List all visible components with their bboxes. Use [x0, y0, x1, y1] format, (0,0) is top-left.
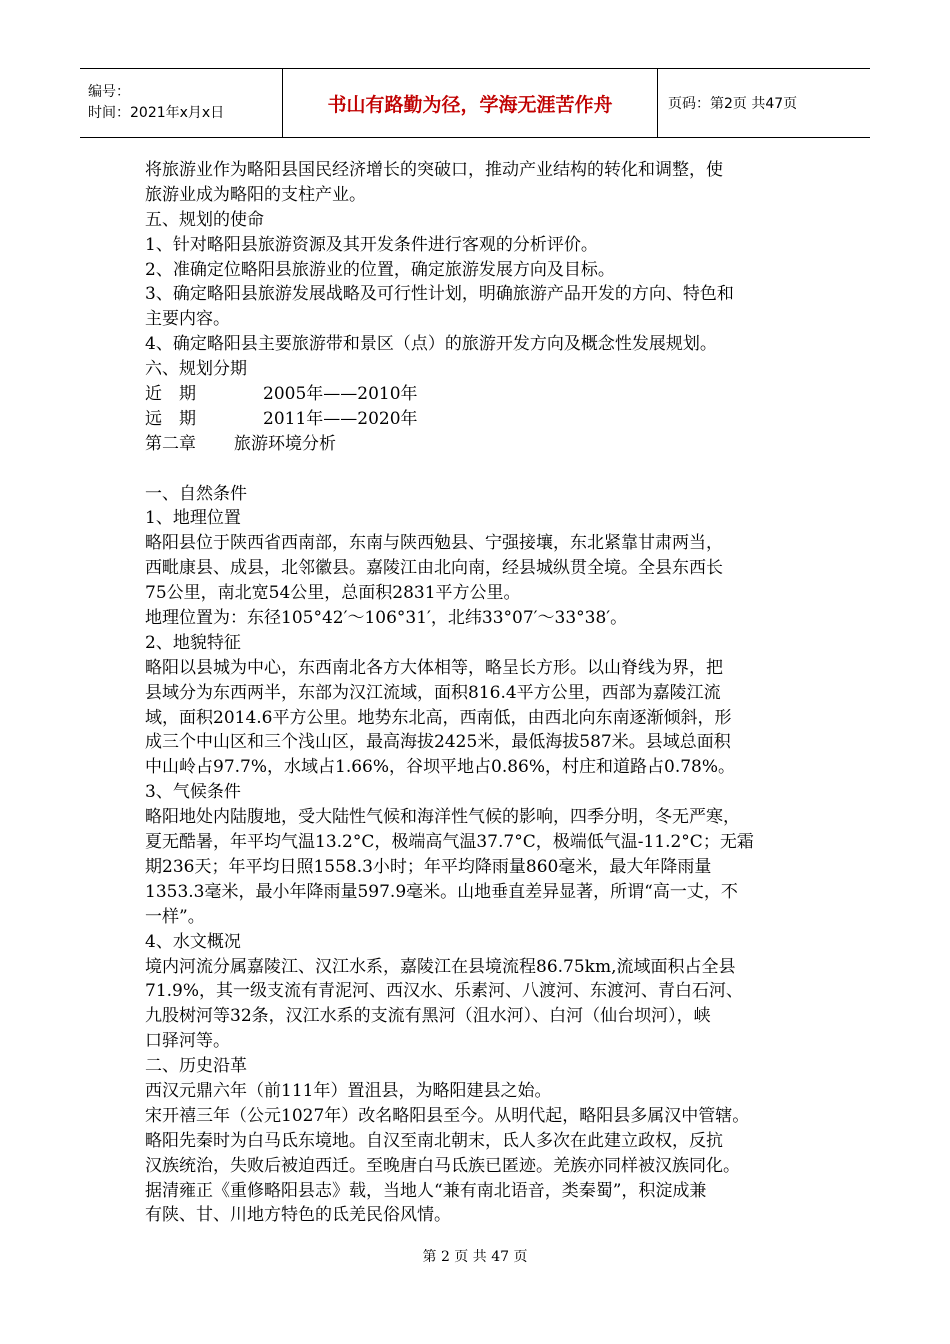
period-range: 2011年——2020年: [263, 408, 418, 429]
body-line: 略阳县位于陕西省西南部，东南与陕西勉县、宁强接壤，东北紧靠甘肃两当，: [145, 533, 723, 554]
page-footer: [0, 1246, 950, 1266]
header-page-cell: [658, 69, 870, 137]
body-line: 略阳地处内陆腹地，受大陆性气候和海洋性气候的影响，四季分明，冬无严寒，: [145, 807, 740, 828]
body-line: 旅游业成为略阳的支柱产业。: [145, 184, 366, 205]
chapter-number: 第二章: [145, 433, 196, 454]
blank-line: [145, 457, 815, 482]
subsection-heading: 4、水文概况: [145, 931, 241, 952]
body-line: 71.9%，其一级支流有青泥河、西汉水、乐素河、八渡河、东渡河、青白石河、: [145, 981, 744, 1002]
subsection-heading: 1、地理位置: [145, 508, 241, 529]
body-line: 域，面积2014.6平方公里。地势东北高，西南低，由西北向东南逐渐倾斜，形: [145, 707, 732, 728]
body-line: 九股树河等32条，汉江水系的支流有黑河（沮水河）、白河（仙台坝河），峡: [145, 1006, 711, 1027]
body-line: 2、准确定位略阳县旅游业的位置，确定旅游发展方向及目标。: [145, 259, 615, 280]
subsection-heading: 2、地貌特征: [145, 632, 241, 653]
document-header: [80, 68, 870, 138]
body-line: 主要内容。: [145, 309, 230, 330]
body-line: 汉族统治，失败后被迫西迁。至晚唐白马氐族已匿迹。羌族亦同样被汉族同化。: [145, 1155, 740, 1176]
header-meta-cell: [80, 69, 283, 137]
chapter-title: 旅游环境分析: [234, 433, 336, 454]
section-heading: 六、规划分期: [145, 359, 247, 380]
section-heading: 五、规划的使命: [145, 209, 264, 230]
period-range: 2005年——2010年: [263, 384, 418, 405]
body-line: 将旅游业作为略阳县国民经济增长的突破口，推动产业结构的转化和调整，使: [145, 160, 723, 180]
body-line: 夏无酷暑，年平均气温13.2°C，极端高气温37.7°C，极端低气温-11.2°C；无霜: [145, 832, 754, 853]
period-row: [145, 407, 815, 432]
body-line: 成三个中山区和三个浅山区，最高海拔2425米，最低海拔587米。县域总面积: [145, 732, 731, 753]
period-label: 近 期: [145, 384, 196, 405]
body-line: 县域分为东西两半，东部为汉江流域，面积816.4平方公里，西部为嘉陵江流: [145, 682, 721, 703]
body-line: 口驿河等。: [145, 1031, 230, 1052]
subsection-heading: 3、气候条件: [145, 782, 241, 803]
header-number-label: 编号：: [88, 84, 130, 100]
body-line: 据清雍正《重修略阳县志》载，当地人“兼有南北语音，类秦蜀”，积淀成兼: [145, 1180, 707, 1201]
header-motto: 书山有路勤为径，学海无涯苦作舟: [327, 93, 613, 116]
body-line: 一样”。: [145, 906, 205, 927]
body-line: 地理位置为：东径105°42′～106°31′，北纬33°07′～33°38′。: [145, 608, 628, 629]
period-label: 远 期: [145, 408, 196, 429]
body-line: 中山岭占97.7%，水域占1.66%，谷坝平地占0.86%，村庄和道路占0.78%。: [145, 757, 736, 778]
body-line: 期236天；年平均日照1558.3小时；年平均降雨量860毫米，最大年降雨量: [145, 856, 712, 877]
section-heading: 一、自然条件: [145, 483, 247, 504]
body-line: 西毗康县、成县，北邻徽县。嘉陵江由北向南，经县城纵贯全境。全县东西长: [145, 558, 723, 579]
chapter-heading: [145, 432, 815, 457]
body-line: 宋开禧三年（公元1027年）改名略阳县至今。从明代起，略阳县多属汉中管辖。: [145, 1105, 750, 1126]
header-page-info: 页码：第2页 共47页: [668, 96, 798, 112]
footer-page-number: 第 2 页 共 47 页: [422, 1249, 528, 1265]
body-line: 有陕、甘、川地方特色的氐羌民俗风情。: [145, 1205, 451, 1226]
body-line: 3、确定略阳县旅游发展战略及可行性计划，明确旅游产品开发的方向、特色和: [145, 284, 734, 305]
header-time-label: 时间：2021年x月x日: [88, 105, 225, 121]
body-line: 75公里，南北宽54公里，总面积2831平方公里。: [145, 583, 521, 604]
body-line: 略阳先秦时为白马氐东境地。自汉至南北朝末，氐人多次在此建立政权，反抗: [145, 1130, 723, 1151]
body-line: 1353.3毫米，最小年降雨量597.9毫米。山地垂直差异显著，所谓“高一丈，不: [145, 881, 738, 902]
period-row: [145, 382, 815, 407]
section-heading: 二、历史沿革: [145, 1056, 247, 1077]
document-body: [145, 158, 815, 1228]
body-line: 1、针对略阳县旅游资源及其开发条件进行客观的分析评价。: [145, 234, 598, 255]
body-line: 西汉元鼎六年（前111年）置沮县，为略阳建县之始。: [145, 1080, 552, 1101]
body-line: 略阳以县城为中心，东西南北各方大体相等，略呈长方形。以山脊线为界，把: [145, 657, 723, 678]
body-line: 4、确定略阳县主要旅游带和景区（点）的旅游开发方向及概念性发展规划。: [145, 334, 717, 355]
body-line: 境内河流分属嘉陵江、汉江水系，嘉陵江在县境流程86.75km,流域面积占全县: [145, 956, 736, 977]
header-motto-cell: [283, 69, 658, 137]
